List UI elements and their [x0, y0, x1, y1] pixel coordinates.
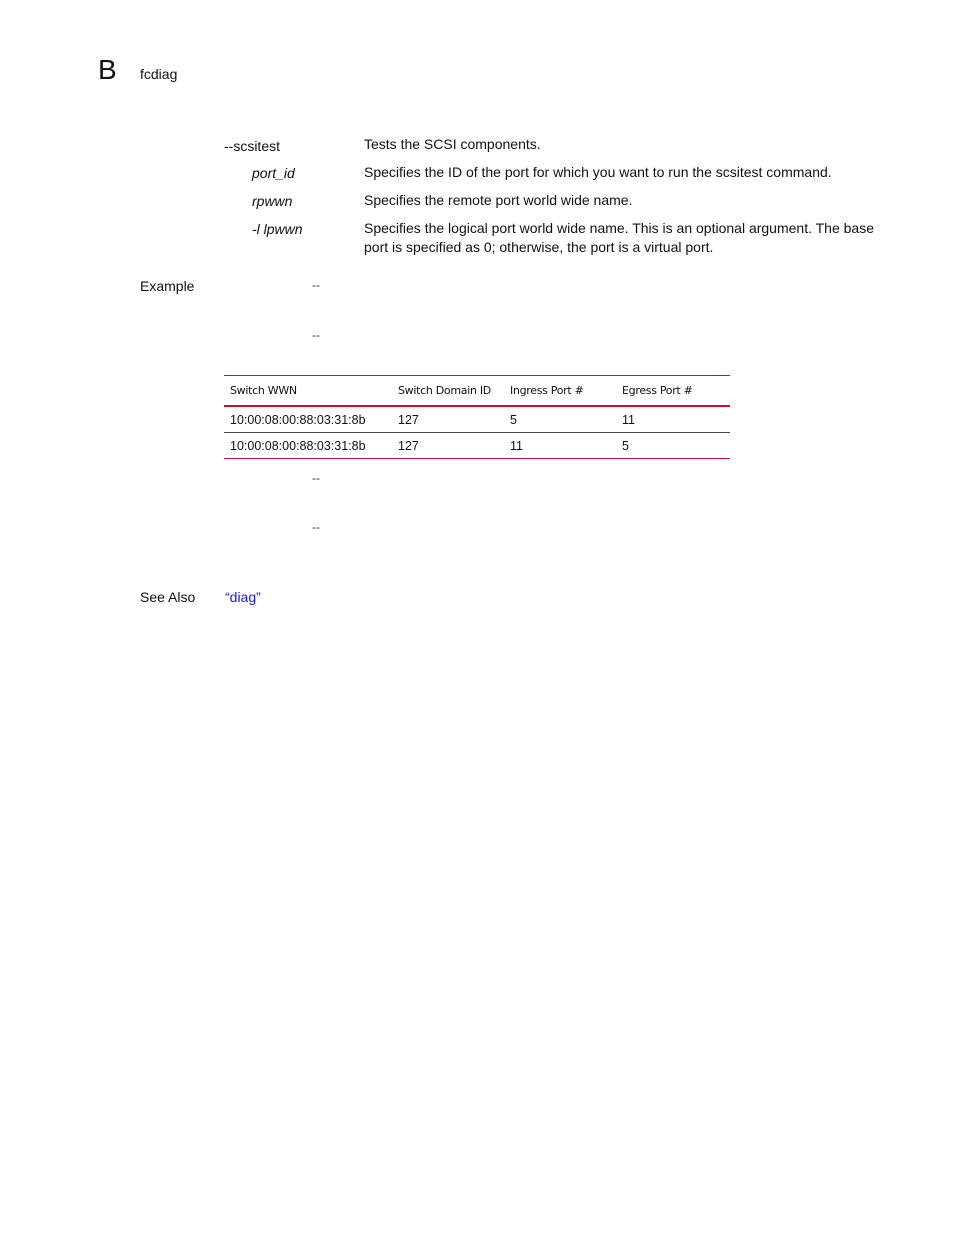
- cell-ingress-port: 11: [504, 433, 616, 459]
- switch-wwn-table: [224, 375, 730, 459]
- cell-switch-wwn: 10:00:08:00:88:03:31:8b: [224, 433, 392, 459]
- see-also-label: See Also: [140, 589, 196, 605]
- cell-domain-id: 127: [392, 433, 504, 459]
- param-description-lpwwn: Specifies the logical port world wide name. This is an optional argument. The base port is specified as 0; otherwise, the port is a virtual port.: [364, 220, 874, 255]
- column-header-ingress-port: Ingress Port #: [504, 376, 616, 407]
- table-header-row: [224, 376, 730, 407]
- example-label: Example: [140, 278, 195, 294]
- param-option-port-id: port_id: [252, 165, 295, 181]
- example-dash: --: [312, 520, 320, 534]
- running-title: fcdiag: [140, 66, 178, 82]
- param-description-port-id: Specifies the ID of the port for which you want to run the scsitest command.: [364, 164, 832, 180]
- param-option-rpwwn: rpwwn: [252, 193, 293, 209]
- chapter-letter: B: [98, 54, 117, 85]
- cell-domain-id: 127: [392, 406, 504, 433]
- param-option-scsitest: --scsitest: [224, 138, 280, 154]
- cell-egress-port: 5: [616, 433, 730, 459]
- table-row: [224, 433, 730, 459]
- column-header-switch-wwn: Switch WWN: [224, 376, 392, 407]
- column-header-egress-port: Egress Port #: [616, 376, 730, 407]
- column-header-domain-id: Switch Domain ID: [392, 376, 504, 407]
- cell-ingress-port: 5: [504, 406, 616, 433]
- cell-egress-port: 11: [616, 406, 730, 433]
- example-dash: --: [312, 328, 320, 342]
- see-also-diag-link[interactable]: “diag”: [225, 589, 261, 605]
- param-option-lpwwn: -l lpwwn: [252, 221, 303, 237]
- example-dash: --: [312, 278, 320, 292]
- cell-switch-wwn: 10:00:08:00:88:03:31:8b: [224, 406, 392, 433]
- param-description-scsitest: Tests the SCSI components.: [364, 136, 541, 152]
- param-description-rpwwn: Specifies the remote port world wide name.: [364, 192, 633, 208]
- table-row: [224, 406, 730, 433]
- example-dash: --: [312, 471, 320, 485]
